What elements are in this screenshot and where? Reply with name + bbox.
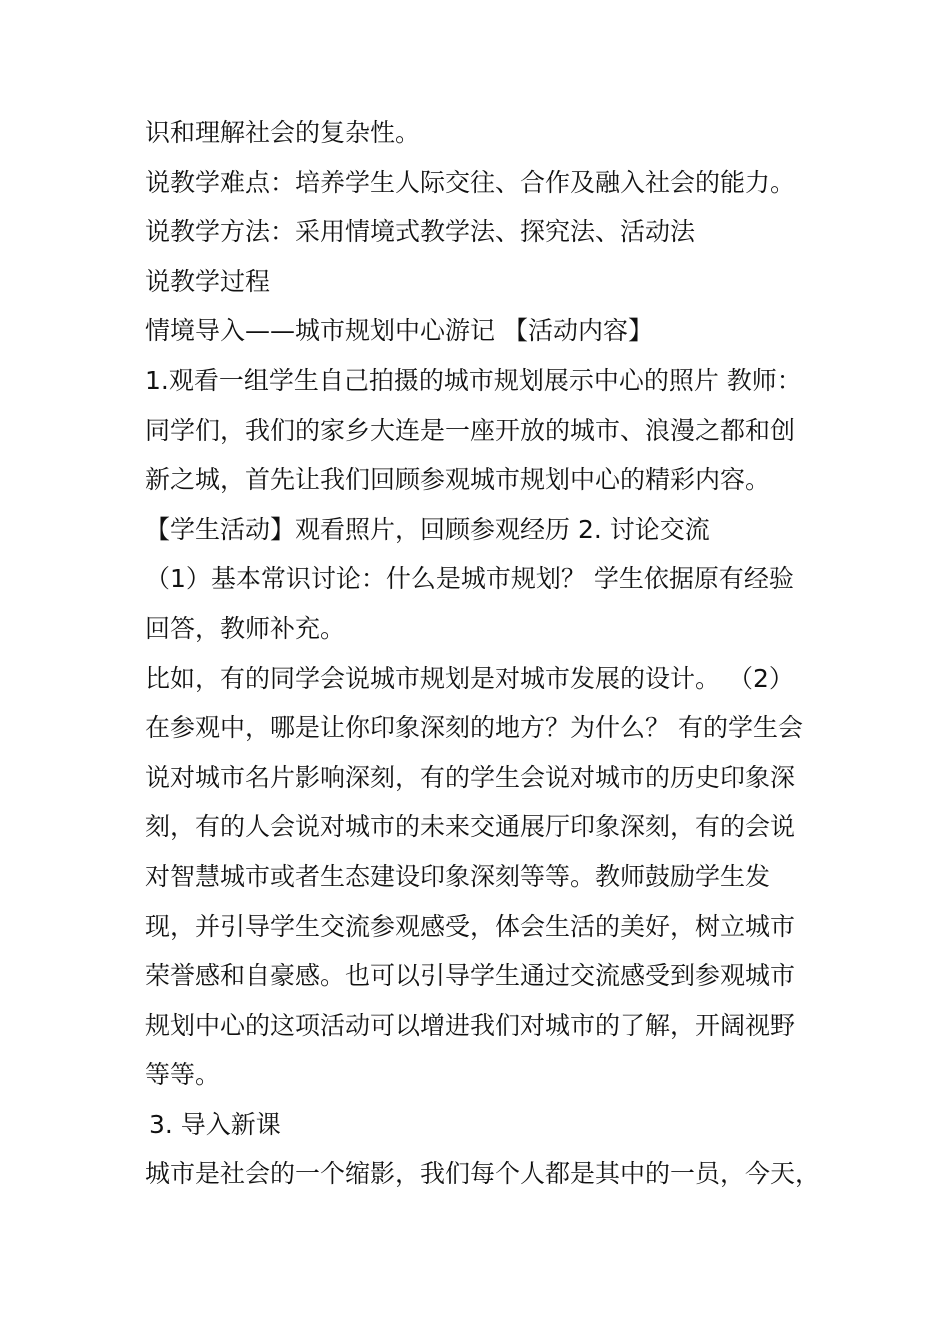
text-line: 刻，有的人会说对城市的未来交通展厅印象深刻，有的会说 [145, 812, 796, 842]
text-line: 新之城，首先让我们回顾参观城市规划中心的精彩内容。 [145, 465, 771, 495]
text-line: 说教学方法：采用情境式教学法、探究法、活动法 [145, 217, 696, 247]
text-line: 识和理解社会的复杂性。 [145, 118, 421, 147]
text-line: 说对城市名片影响深刻，有的学生会说对城市的历史印象深 [145, 762, 796, 792]
text-line: 对智慧城市或者生态建设印象深刻等等。教师鼓励学生发 [145, 861, 771, 891]
text-line: 情境导入——城市规划中心游记 【活动内容】 [145, 316, 653, 346]
text-line: 荣誉感和自豪感。也可以引导学生通过交流感受到参观城市 [145, 961, 796, 991]
text-line: 【学生活动】观看照片，回顾参观经历 2. 讨论交流 [145, 514, 710, 544]
text-line: 在参观中，哪是让你印象深刻的地方？为什么？ 有的学生会 [145, 713, 803, 743]
text-line: 城市是社会的一个缩影，我们每个人都是其中的一员，今天， [145, 1159, 821, 1189]
text-line: 规划中心的这项活动可以增进我们对城市的了解，开阔视野 [145, 1010, 796, 1040]
text-line: 等等。 [145, 1060, 221, 1090]
text-line: 比如，有的同学会说城市规划是对城市发展的设计。 （2） [145, 663, 794, 693]
text-line: 现，并引导学生交流参观感受，体会生活的美好，树立城市 [145, 911, 796, 941]
text-line: 1.观看一组学生自己拍摄的城市规划展示中心的照片 教师： [145, 365, 802, 395]
text-line: 3. 导入新课 [149, 1109, 281, 1139]
text-line: 同学们，我们的家乡大连是一座开放的城市、浪漫之都和创 [145, 415, 796, 445]
text-line: 说教学难点：培养学生人际交往、合作及融入社会的能力。 [145, 167, 796, 197]
text-line: 说教学过程 [145, 266, 271, 296]
text-line: 回答，教师补充。 [145, 613, 346, 643]
document-body [145, 108, 845, 1199]
text-line: （1）基本常识讨论：什么是城市规划？ 学生依据原有经验 [145, 564, 794, 594]
